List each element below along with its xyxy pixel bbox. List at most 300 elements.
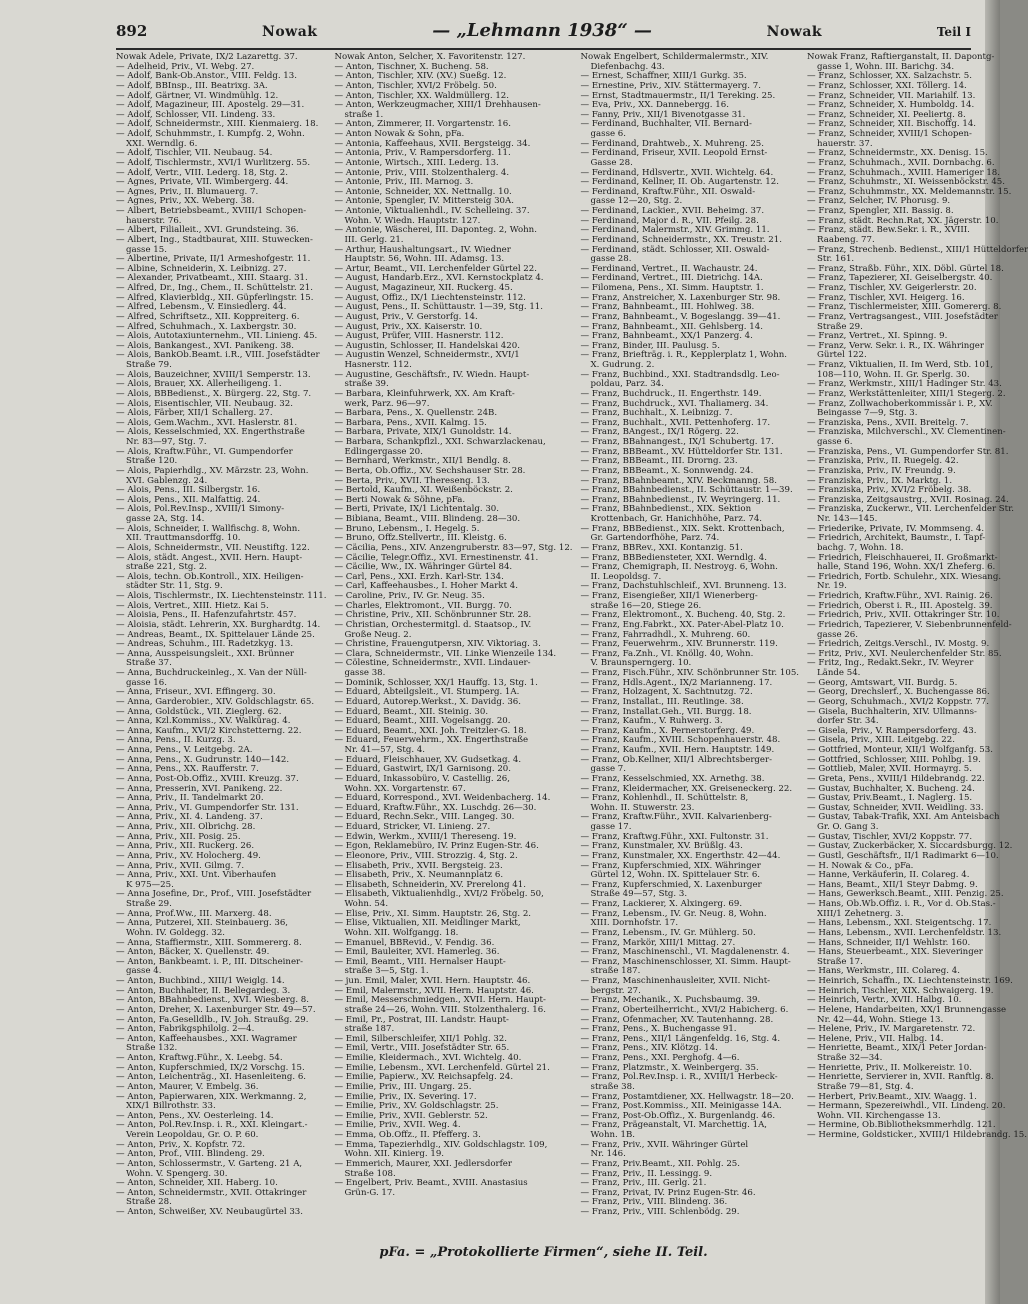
directory-entry-line: — Franz, Werkstättenleiter, XIII/1 Stegerg. 2. — [807, 388, 1006, 399]
directory-entry-line: — Franz, BBBeamt., X. Sonnwendg. 24. — [580, 465, 754, 476]
directory-entry-line: — Franziska, Priv., XVI/2 Fröbelg. 38. — [807, 485, 972, 496]
directory-entry-line: — Anton, Prof., VIII. Blindeng. 29. — [116, 1149, 265, 1160]
directory-entry-line: Wohn. XII. Wolfgangg. 18. — [344, 927, 459, 938]
directory-entry-line: — Agnes, Private, VII. Wimbergerg. 44. — [116, 177, 289, 188]
directory-entry-line: — Gisela, Buchhalterin, XIV. Ullmanns- — [807, 706, 977, 717]
directory-entry-line: Straße 29. — [126, 899, 172, 909]
directory-entry-line: — Cäcilia, Pens., XIV. Anzengruberstr. 83—97, Stg. 12. — [334, 542, 573, 553]
directory-entry-line: — Franz, Schlosser, XX. Salzachstr. 5. — [807, 71, 972, 82]
directory-entry-line: — Franziska, Pens., XVII. Breitelg. 7. — [807, 417, 969, 428]
left-running-head: Nowak — [262, 24, 318, 40]
directory-entry-line: — Anna, Ausspeisungsleit., XXI. Brünner — [116, 648, 295, 659]
directory-entry-line: — Franz, Platzmstr., X. Weinbergerg. 35. — [580, 1062, 759, 1073]
directory-entry-line: — Franz, Straßb. Führ., XIX. Döbl. Gürtel 18. — [807, 263, 1004, 274]
directory-entry-line: — Berta, Ob.Offiz., XV. Sechshauser Str. 28. — [334, 465, 526, 476]
directory-entry-line: — Elisabeth, Priv., XVII. Bergsteig. 23. — [334, 860, 503, 871]
directory-entry-line: Straße 79. — [126, 360, 172, 370]
directory-entry-line: straße 187. — [590, 966, 641, 977]
directory-entry-line: — Aloisia, städt. Lehrerin, XX. Burghardtg. 14. — [116, 619, 321, 630]
directory-entry-line: — Bruno, Lebensm., I. Hegelg. 5. — [334, 523, 480, 534]
directory-entry-line: — Franz, Holzagent, X. Sachtnutzg. 72. — [580, 687, 753, 698]
directory-entry-line: XXI. Werndlg. 6. — [126, 138, 198, 149]
directory-entry-line: — Albine, Schneiderin, X. Leibnizg. 27. — [116, 263, 287, 274]
directory-entry-line: — Franz, Pens., X. Buchengasse 91. — [580, 1024, 737, 1035]
directory-entry-line: — Franz, Kaufm., V. Ruhwerg. 3. — [580, 716, 723, 727]
directory-entry-line: straße 1. — [344, 109, 384, 120]
directory-entry-line: — Alois, Pens., III. Silbergstr. 16. — [116, 485, 261, 496]
directory-entry-line: — Augustin, Schlosser, II. Handelskai 420. — [334, 340, 520, 351]
directory-entry-line: Nowak Anton, Selcher, X. Favoritenstr. 127. — [334, 52, 526, 62]
directory-entry-line: — Gustl, Geschäftsfr., II/1 Radimarkt 6—10. — [807, 850, 999, 861]
directory-entry-line: — Anna, Kaufm., XVI/2 Kirchstetterng. 22. — [116, 725, 302, 736]
directory-entry-line: — Albert, Filialleit., XVI. Grundsteing. 36. — [116, 225, 299, 236]
directory-entry-line: — Ferdinand, Malermstr., XIV. Grimmg. 11. — [580, 225, 770, 236]
directory-entry-line: — Barbara, Pens., X. Quellenstr. 24B. — [334, 408, 498, 419]
directory-entry-line: — Franziska, Milchverschl., XV. Clementinen- — [807, 427, 1006, 438]
directory-entry-line: — Franz, Bahnbeamt., XII. Gehlsberg. 14. — [580, 321, 763, 332]
directory-entry-line: — Anna, Buchdruckeinleg., X. Van der Nüll- — [116, 668, 307, 678]
directory-entry-line: — Franz, Schuhmach., XVIII. Hameriger 18. — [807, 167, 1000, 178]
directory-entry-line: — Ferdinand, Kraftw.Führ., XII. Oswald- — [580, 186, 756, 197]
directory-entry-line: Straße 132. — [126, 1043, 178, 1054]
directory-entry-line: XIII. Dornhofstr. 17. — [590, 918, 679, 929]
directory-entry-line: — Franz, Tapezierer, XI. Geiselbergstr. 40. — [807, 273, 993, 284]
directory-entry-line: — Alois, städt. Angest., XVII. Hern. Haupt- — [116, 552, 303, 563]
directory-entry-line: — Caroline, Priv., IV. Gr. Neug. 35. — [334, 591, 485, 601]
directory-entry-line: — Emilie, Priv., IX. Severing. 17. — [334, 1091, 477, 1102]
directory-entry-line: — Franz, Schneider, XII. Bischoffg. 14. — [807, 119, 977, 130]
directory-entry-line: — Anton, Werkzeugmacher, XIII/1 Drehhausen- — [334, 100, 541, 111]
directory-entry-line: — Eduard, Stricker, VI. Linieng. 27. — [334, 822, 491, 832]
page-number: 892 — [116, 22, 148, 40]
directory-entry-line: — Emanuel, BBRevid., V. Fendig. 36. — [334, 937, 495, 948]
directory-entry-line: — Franz, Kohlenhdl., II. Schüttelstr. 8, — [580, 793, 749, 804]
directory-entry-line: — Engelbert, Priv. Beamt., XVIII. Anastasius — [334, 1178, 528, 1189]
directory-entry-line: — Elise, Priv., XI. Simm. Hauptstr. 26, Stg. 2. — [334, 908, 532, 919]
directory-entry-line: — Franz, BBBediensteter, XXI. Werndlg. 4. — [580, 552, 767, 563]
right-running-head: Nowak — [766, 24, 823, 40]
directory-entry-line: Krottenbach, Gr. Hanichhöhe, Parz. 74. — [590, 514, 763, 524]
directory-entry-line: — Franz, Pens., XIV. Klötzg. 14. — [580, 1043, 718, 1054]
directory-entry-line: — Franz, Maschinenschl., VI. Magdalenenstr. 4. — [580, 947, 790, 958]
directory-entry-line: — Anton, BBahnbedienst., XVI. Wiesberg. 8. — [116, 995, 309, 1006]
directory-entry-line: gasse 17. — [590, 822, 632, 832]
directory-entry-line: — Hans, Lebensm., XXI. Steigentschg. 17. — [807, 918, 992, 929]
directory-entry-line: Gürtel 12, Wohn. IX. Spittelauer Str. 6. — [590, 870, 761, 881]
directory-entry-line: — Emil, Malermstr., XVII. Hern. Hauptstr. 46. — [334, 985, 534, 996]
directory-entry-line: — Franz, städt. Bew.Sekr. i. R., XVIII. — [807, 225, 970, 236]
directory-entry-line: — Alois, Brauer, XX. Allerheiligeng. 1. — [116, 379, 282, 390]
directory-entry-line: — Franz, BBahnangest., IX/1 Schubertg. 17. — [580, 437, 774, 447]
directory-entry-line: Wohn. 1B. — [590, 1130, 636, 1140]
directory-entry-line: — Eduard, Gastwirt, IX/1 Garnisong. 20. — [334, 764, 511, 775]
directory-entry-line: Diefenbachg. 43. — [590, 61, 665, 72]
directory-entry-line: — Franz, Lackierer, X. Alxingerg. 69. — [580, 899, 743, 909]
directory-entry-line: — Alois, Pens., XII. Malfattig. 24. — [116, 494, 261, 505]
directory-entry-line: — Franz, Eisengießer, XII/1 Wienerberg- — [580, 591, 758, 601]
directory-entry-line: — Alois, BBBedienst., X. Bürgerg. 22, Stg. 7. — [116, 388, 312, 399]
directory-entry-line: — Ferdinand, Major d. R., VII. Pfeilg. 28. — [580, 215, 759, 226]
directory-entry-line: — Heinrich, Tischler, XIX. Schwaigerg. 19. — [807, 985, 994, 996]
directory-entry-line: — Anna Josefine, Dr., Prof., VIII. Josefstädter — [116, 889, 312, 900]
directory-entry-line: — Friedrich, Priv., XVII. Ottakringer Str. 10. — [807, 610, 1000, 621]
directory-entry-line: — Antonie, Spengler, IV. Mittersteig 30A. — [334, 196, 514, 207]
directory-entry-line: — Franz, BBBedienst., XIX. Sekt. Krottenbach, — [580, 523, 785, 534]
directory-entry-line: — Augustin Wenzel, Schneidermstr., XVI/1 — [334, 350, 520, 361]
directory-entry-line: — Barbara, Pens., XVII. Kalmg. 15. — [334, 417, 487, 428]
directory-entry-line: — Ferdinand, Buchhalter, VII. Bernard- — [580, 119, 752, 130]
directory-entry-line: — Adolf, BBInsp., III. Beatrixg. 3A. — [116, 80, 268, 91]
directory-entry-line: — Eduard, Korrespond., XVI. Weidenbacherg. 14. — [334, 793, 551, 804]
column-2 — [334, 53, 572, 1239]
directory-entry-line: — Alois, Papierhdlg., XV. Märzstr. 23, Wohn. — [116, 465, 309, 476]
directory-entry-line: — Eduard, Kraftw.Führ., XX. Luschdg. 26—30. — [334, 802, 537, 813]
directory-entry-line: gasse 7. — [590, 764, 626, 775]
directory-entry-line: — Franz, Bahnbeamt., III. Hohlweg. 38. — [580, 302, 755, 313]
directory-entry-line: — August, Priv., V. Gerstorfg. 14. — [334, 311, 478, 322]
directory-entry-line: — Fritz, Priv., XVI. Neulerchenfelder Str. 85. — [807, 648, 1002, 659]
directory-entry-line: — Emilie, Priv., III. Ungarg. 25. — [334, 1081, 472, 1092]
directory-entry-line: — Arthur, Haushaltungsart., IV. Wiedner — [334, 244, 511, 255]
directory-entry-line: — Franz, BBahnbeamt., XIV. Beckmanng. 58. — [580, 475, 777, 486]
directory-entry-line: — H. Nowak & Co., pFa. — [807, 860, 914, 871]
directory-entry-line: — August, Offiz., IX/1 Liechtensteinstr. 112. — [334, 292, 526, 303]
directory-entry-line: — Adolf, Vertr., VIII. Lederg. 18, Stg. 2. — [116, 167, 288, 178]
directory-entry-line: — Anna, Pens., V. Leitgebg. 2A. — [116, 745, 253, 755]
directory-entry-line: — Anton, Tischner, X. Bucheng. 58. — [334, 61, 489, 72]
directory-entry-line: — Anton, Tischler, XX. Waldmüllerg. 12. — [334, 90, 509, 101]
directory-entry-line: Wohn. VII. Kirchengasse 13. — [817, 1110, 941, 1121]
directory-entry-line: — Franz, Schneider, VII. Mariahilf. 13. — [807, 90, 976, 101]
directory-entry-line: — Anna, Kzl.Kommiss., XV. Walkürag. 4. — [116, 716, 291, 727]
directory-entry-line: halle, Stand 196, Wohn. XX/1 Zheferg. 6. — [817, 562, 996, 573]
directory-entry-line: — Franz, Kaufm., X. Pernerstorferg. 49. — [580, 725, 755, 736]
directory-entry-line: — Antonia, Priv., V. Rampersdorferg. 11. — [334, 148, 511, 159]
directory-entry-line: — Fanny, Priv., XII/1 Bivenotgasse 31. — [580, 109, 746, 120]
directory-entry-line: — Anton, Dreher, X. Laxenburger Str. 49—57. — [116, 1004, 316, 1015]
directory-entry-line: — Adolf, Gärtner, VI. Windmühlg. 12. — [116, 90, 279, 101]
directory-entry-line: — Franz, Post.Kommiss., XII. Meinigasse 14A. — [580, 1101, 782, 1112]
directory-entry-line: — Georg, Drechslerf., X. Buchengasse 86. — [807, 687, 990, 698]
directory-entry-line: — Emilie, Priv., XVII. Weg. 4. — [334, 1120, 461, 1131]
directory-entry-line: — Franz, Kraftw.Führ., XVII. Kalvarienberg- — [580, 812, 772, 823]
directory-entry-line: — Adolf, Tischlermstr., XVI/1 Wurlitzerg. 55. — [116, 157, 311, 168]
directory-entry-line: — Ferdinand, Vertret., II. Wachaustr. 24. — [580, 263, 758, 274]
directory-entry-line: — Franz, Kupferschmied, X. Laxenburger — [580, 879, 762, 890]
directory-entry-line: — Emma, Tapezierhdlg., XIV. Goldschlagstr. 109, — [334, 1139, 548, 1150]
directory-entry-line: Straße 120. — [126, 456, 178, 467]
directory-entry-line: Wohn. II. Stuwerstr. 23. — [590, 802, 695, 813]
directory-entry-line: Wohn. V. Spengerg. 30. — [126, 1168, 228, 1179]
directory-entry-line: — Franz, Maschinenhausleiter, XVII. Nicht- — [580, 976, 771, 986]
directory-entry-line: — Hanne, Verkäuferin, II. Colareg. 4. — [807, 870, 970, 881]
directory-entry-line: — Georg, Amtswart, VII. Burdg. 5. — [807, 677, 958, 688]
directory-entry-line: — Herbert, Priv.Beamt., XIV. Waagg. 1. — [807, 1091, 977, 1102]
directory-entry-line: — Dominik, Schlosser, XX/1 Hauffg. 13, Stg. 1. — [334, 677, 538, 688]
directory-entry-line: — Gustav, Schneider, XVII. Weidling. 33. — [807, 802, 984, 813]
directory-entry-line: — Hans, Ob.Wb.Offiz. i. R., Vor d. Ob.Stas.- — [807, 899, 996, 909]
directory-entry-line: — Alfred, Schuhmach., X. Laxbergstr. 30. — [116, 321, 297, 332]
directory-entry-line: — Franz, BBBeamt., III. Drorng. 23. — [580, 456, 738, 467]
directory-entry-line: Hauptstr. 56, Wohn. III. Adamsg. 13. — [344, 254, 505, 265]
directory-entry-line: — Emil, Beamt., VIII. Hernalser Haupt- — [334, 956, 506, 967]
directory-entry-line: — Augustine, Geschäftsfr., IV. Wiedn. Haupt- — [334, 369, 530, 380]
directory-entry-line: — Helene, Handarbeiten, XX/1 Brunnengasse — [807, 1004, 1007, 1015]
directory-entry-line: — Gustav, Priv.Beamt., I. Naglerg. 15. — [807, 793, 973, 804]
directory-entry-line: Nr. 83—97, Stg. 7. — [126, 437, 207, 447]
directory-entry-line: — Hans, Beamt., XII/1 Steyr Dabmg. 9. — [807, 879, 978, 890]
directory-entry-line: — Franz, Viktualien, II. Im Werd, Stb. 101, — [807, 360, 994, 370]
directory-entry-line: — Franz, Briefträg. i. R., Kepplerplatz 1, Wohn. — [580, 350, 788, 361]
directory-entry-line: — Anna, Prof.Ww., III. Marxerg. 48. — [116, 908, 272, 919]
directory-entry-line: — Bruno, Offz.Stellvertr., III. Kleistg. 6. — [334, 533, 507, 544]
directory-entry-line: — Greta, Pens., XVIII/1 Hildebrandg. 22. — [807, 773, 985, 784]
directory-entry-line: — Gottfried, Monteur, XII/1 Wolfganfg. 53. — [807, 745, 993, 755]
directory-entry-line: — Franz, Installat.Geh., VII. Burgg. 18. — [580, 706, 752, 717]
directory-entry-line: — Agnes, Priv., XX. Weberg. 38. — [116, 196, 255, 207]
directory-entry-line: Straße 37. — [126, 658, 172, 669]
directory-entry-line: — Franz, Mechanik., X. Puchsbaumg. 39. — [580, 995, 761, 1006]
directory-entry-line: bergstr. 27. — [590, 985, 641, 996]
directory-entry-line: — Hermine, Ob.Bibliotheksmmerhdlg. 121. — [807, 1120, 996, 1131]
directory-entry-line: — Aloisia, Pens., II. Hafenzufahrtstr. 457. — [116, 610, 297, 621]
directory-entry-line: — Anton, Kaffeehausbes., XXI. Wagramer — [116, 1033, 297, 1044]
directory-entry-line: — Franz, Pol.Rev.Insp. i. R., XVIII/1 Herbeck- — [580, 1072, 778, 1083]
directory-entry-line: — Franz, Chemigraph, II. Nestroyg. 6, Wohn. — [580, 562, 778, 573]
directory-entry-line: — Eduard, Fleischhauer, XV. Gudsetkag. 4. — [334, 754, 522, 765]
directory-entry-line: — Franz, Schlosser, XXI. Töllerg. 14. — [807, 80, 967, 91]
directory-entry-line: — August, Prüfer, VIII. Hasnerstr. 112. — [334, 331, 504, 342]
directory-entry-line: dorfer Str. 34. — [817, 716, 879, 727]
directory-entry-line: — Franz, Buchhalt., X. Leibnizg. 7. — [580, 408, 733, 419]
directory-entry-line: — Friedrich, Architekt, Baumstr., I. Tapf- — [807, 533, 986, 544]
directory-entry-line: Grün-G. 17. — [344, 1187, 396, 1198]
directory-entry-line: — Antonie, Viktualienhdl., IV. Schelleing. 37. — [334, 206, 530, 216]
directory-entry-line: — Franz, Kunstmaler, XX. Engerthstr. 42—44. — [580, 850, 781, 861]
directory-entry-line: — Franz, Priv., XVII. Währinger Gürtel — [580, 1139, 749, 1150]
directory-entry-line: — Friedrich, Kraftw.Führ., XVI. Rainig. 26. — [807, 591, 993, 601]
directory-entry-line: Lände 54. — [817, 668, 861, 678]
directory-entry-line: — Franz, Bahnbeamt., XX/1 Panzerg. 4. — [580, 331, 753, 342]
directory-entry-line: — Franz, Schuhmmstr., XX. Meldemannstr. 15. — [807, 186, 1012, 197]
directory-entry-line: — Alois, Kraftw.Führ., VI. Gumpendorfer — [116, 446, 293, 457]
directory-entry-line: — Friedrich, Oberst i. R., III. Apostelg. 39. — [807, 600, 993, 611]
directory-entry-line: — Eduard, Inkassobüro, V. Castellig. 26, — [334, 773, 510, 784]
directory-entry-line: — Anna, Friseur., XVI. Effingerg. 30. — [116, 687, 276, 698]
directory-entry-line: — Anna, Priv., XXI. Unt. Viberhaufen — [116, 870, 277, 881]
directory-entry-line: — Alois, Vertret., XIII. Hietz. Kai 5. — [116, 600, 269, 611]
directory-entry-line: — Franz, Buchdruck., II. Engerthstr. 149. — [580, 388, 762, 399]
directory-entry-line: — Anna, Pens., II. Kurzg. 3. — [116, 735, 236, 746]
directory-entry-line: — Franz, Prägeanstalt, VI. Marchettig. 1A, — [580, 1120, 768, 1131]
directory-entry-line: — Barbara, Private, XIX/1 Gunoldstr. 14. — [334, 427, 512, 438]
directory-entry-line: — Henriette, Priv., II. Molkereistr. 10. — [807, 1062, 972, 1073]
directory-entry-line: — Anton, Schweißer, XV. Neubaugürtel 33. — [116, 1207, 303, 1217]
directory-entry-line: XII. Trauttmansdorffg. 10. — [126, 533, 241, 544]
directory-entry-line: — Ferdinand, Friseur, XVII. Leopold Ernst- — [580, 148, 768, 159]
directory-entry-line: — August, Priv., XX. Kaiserstr. 10. — [334, 321, 483, 332]
directory-entry-line: — Alois, Schneidermstr., VII. Neustiftg. 122. — [116, 542, 310, 553]
directory-entry-line: — Franz, Buchbind., XXI. Stadtrandsdlg. Leo- — [580, 369, 780, 380]
directory-entry-line: — Franz, Ofenmacher, XV. Tautenhanng. 28. — [580, 1014, 774, 1025]
directory-entry-line: — Andreas, Schuhm., III. Radetzkyg. 13. — [116, 639, 294, 650]
page-header — [116, 20, 971, 42]
directory-entry-line: — Ernest, Schaffner, XIII/1 Gurkg. 35. — [580, 71, 747, 82]
directory-entry-line: Straße 49—57, Stg. 3. — [590, 889, 688, 900]
directory-entry-line: — Christine, Priv., XII. Schönbrunner Str. 28. — [334, 610, 532, 621]
part-label: Teil I — [936, 25, 971, 39]
directory-entry-line: — Anton, Fabrikgsphilolg. 2—4. — [116, 1024, 255, 1035]
directory-entry-line: — Franz, Vertragsangest., VIII. Josefstädter — [807, 311, 998, 322]
directory-entry-line: — Anna, Priv., XI. 4. Landeng. 37. — [116, 812, 263, 823]
directory-entry-line: gasse 6. — [590, 129, 626, 139]
directory-entry-line: gasse 26. — [817, 629, 858, 640]
publication-title: — „Lehmann 1938“ — — [432, 20, 652, 41]
directory-entry-line: — Franz, Anstreicher, X. Laxenburger Str. 98. — [580, 292, 781, 303]
directory-entry-line: — Adolf, Magazineur, III. Apostelg. 29—31. — [116, 100, 305, 111]
header-rule — [116, 48, 971, 50]
column-3 — [581, 53, 800, 1239]
directory-entry-line: gasse 6. — [817, 437, 853, 447]
directory-entry-line: — Franz, Zollwachoberkommissär i. P., XV. — [807, 398, 993, 409]
directory-entry-line: — Anton, Bankbeamt. i. P., III. Ditscheiner- — [116, 956, 304, 967]
directory-entry-line: straße 221, Stg. 2. — [126, 562, 208, 573]
directory-entry-line: 108—110, Wohn. II. Gr. Sperlg. 30. — [817, 369, 970, 380]
directory-entry-line: — Adolf, Schlosser, VII. Lindeng. 33. — [116, 109, 276, 120]
directory-entry-line: — Emilie, Papierw., XV. Reichsapfelg. 24. — [334, 1072, 514, 1083]
directory-entry-line: — Franz, Hdls.Agent., IX/2 Marianneng. 17. — [580, 677, 773, 688]
directory-entry-line: K 975—25. — [126, 879, 174, 890]
directory-entry-line: — Eleonore, Priv., VIII. Strozzig. 4, Stg. 2. — [334, 850, 518, 861]
directory-entry-line: — Franz, Kaufm., XVII. Hern. Hauptstr. 149. — [580, 745, 775, 755]
directory-entry-line: — Anton, Kupferschmied, IX/2 Vorschg. 15. — [116, 1062, 305, 1073]
directory-entry-line: — Adolf, Schneidermstr., XIII. Kienmaierg. 18. — [116, 119, 319, 130]
directory-entry-line: — Anton, Zimmerer, II. Vorgartenstr. 16. — [334, 119, 511, 130]
directory-entry-line: — Anna, Priv., XII. Olbrichg. 28. — [116, 822, 256, 832]
directory-entry-line: — Friedrich, Fleischhauerei, II. Großmarkt- — [807, 552, 998, 563]
directory-entry-line: — Franziska, Priv., II. Ruegelg. 42. — [807, 456, 959, 467]
directory-entry-line: — Anton, Papierwaren, XIX. Werkmanng. 2, — [116, 1091, 307, 1102]
directory-entry-line: Beingasse 7—9, Stg. 3. — [817, 408, 918, 419]
directory-entry-line: — Franz, Eng.Fabrkt., XX. Pater-Abel-Platz 10. — [580, 619, 784, 630]
directory-entry-line: — Adolf, Bank-Ob.Anstor., VIII. Feldg. 13. — [116, 71, 297, 82]
directory-entry-line: — Eduard, Rechn.Sekr., VIII. Langeg. 30. — [334, 812, 515, 823]
directory-entry-line: Nr. 143—145. — [817, 514, 878, 524]
directory-entry-line: gasse 1, Wohn. III. Barichg. 34. — [817, 61, 955, 72]
directory-entry-line: — Christine, Frauengutpersn, XIV. Viktoriag. 3. — [334, 639, 541, 650]
directory-entry-line: — Franziska, Priv., IX. Marktg. 1. — [807, 475, 953, 486]
directory-entry-line: — Anna, Presserin, XVI. Panikeng. 22. — [116, 783, 283, 794]
directory-entry-line: straße 38. — [590, 1081, 635, 1092]
directory-entry-line: — Franz, Kupferschmied, XIX. Währinger — [580, 860, 761, 871]
directory-entry-line: — Franz, Lebensm., IV. Gr. Neug. 8, Wohn. — [580, 908, 767, 919]
directory-entry-line: — Barbara, Schankpflzl., XXI. Schwarzlackenau, — [334, 437, 546, 447]
directory-entry-line: — Eduard, Beamt., XII. Steinig. 30. — [334, 706, 489, 717]
directory-entry-line: — Eduard, Abteilgsleit., VI. Stumperg. 1A. — [334, 687, 520, 698]
directory-entry-line: — Bibiana, Beamt., VIII. Blindeng. 28—30. — [334, 514, 521, 524]
directory-entry-line: Nr. 42—44, Wohn. Stiege 13. — [817, 1014, 944, 1025]
directory-entry-line: — Andreas, Beamt., IX. Spittelauer Lände 25. — [116, 629, 315, 640]
directory-entry-line: — Franz, Schneidermstr., XX. Denisg. 15. — [807, 148, 988, 159]
directory-entry-line: — Antonie, Priv., VIII. Stolzenthalerg. 4. — [334, 167, 510, 178]
directory-entry-line: — Elise, Viktualien, XII. Meidlinger Markt, — [334, 918, 521, 929]
directory-entry-line: XIX/1 Billrothstr. 33. — [126, 1101, 216, 1112]
directory-entry-line: — Hans, Werkmstr., III. Colareg. 4. — [807, 966, 960, 977]
entry-columns — [116, 52, 1028, 1239]
directory-entry-line: Straße 17. — [817, 956, 863, 967]
directory-entry-line: — Albertine, Private, II/1 Armeshofgestr. 11. — [116, 254, 311, 265]
directory-entry-line: — Anton, Pol.Rev.Insp. i. R., XXI. Kleingart.- — [116, 1120, 308, 1131]
directory-entry-line: — Anna, Garderobier., XIV. Goldschlagstr. 65. — [116, 696, 315, 707]
directory-entry-line: — August, Handarb.Erz., XVI. Kernstockplatz 4. — [334, 273, 544, 284]
directory-entry-line: — Antonie, Schneider, XX. Nettnallg. 10. — [334, 186, 512, 197]
directory-entry-line: — Egon, Reklamebüro, IV. Prinz Eugen-Str. 46. — [334, 841, 539, 852]
directory-entry-line: — Anton, Bäcker, X. Quellenstr. 49. — [116, 947, 270, 958]
directory-entry-line: — Edwin, Werkm., XVIII/1 Thereseng. 19. — [334, 831, 517, 842]
directory-entry-line: — Clara, Schneidermstr., VII. Linke Wienzeile 134. — [334, 648, 557, 659]
directory-entry-line: — Franz, Selcher, IV. Phorusg. 9. — [807, 196, 951, 207]
directory-entry-line: Straße 79—81, Stg. 4. — [817, 1081, 914, 1092]
directory-entry-line: — Adolf, Tischler, VII. Neubaug. 54. — [116, 148, 273, 159]
directory-entry-line: Nowak Franz, Raftierganstalt, II. Dapontg- — [807, 52, 995, 62]
directory-entry-line: — Hermann, Spezereiwhdl., VII. Lindeng. 20. — [807, 1101, 1006, 1112]
directory-entry-line: — Alois, BankOb.Beamt. i.R., VIII. Josefstädter — [116, 350, 320, 361]
directory-entry-line: — Gottfried, Schlosser, XIII. Pohlbg. 19. — [807, 754, 981, 765]
directory-entry-line: — Franz, BBahnbedienst., II. Schüttaustr. 1—39. — [580, 485, 793, 496]
directory-entry-line: — Franz, Privat, IV. Prinz Eugen-Str. 46. — [580, 1187, 756, 1198]
directory-entry-line: — Franz, Maschinenschlosser, XI. Simm. Haupt- — [580, 956, 791, 967]
directory-entry-line: — Antonia, Kaffeehaus, XVII. Bergsteigg. 34. — [334, 138, 531, 149]
directory-entry-line: — Franz, Schuhmstr., XI. Weissenböckstr. 45. — [807, 177, 1006, 188]
directory-entry-line: — Alfred, Dr., Ing., Chem., II. Schüttelstr. 21. — [116, 283, 313, 293]
directory-entry-line: straße 16—20, Stiege 26. — [590, 600, 702, 611]
directory-entry-line: — Bertold, Kaufm., XI. Weißenböckstr. 2. — [334, 485, 513, 496]
directory-entry-line: — Heinrich, Schaffn., IX. Liechtensteinstr. 169. — [807, 976, 1013, 986]
directory-entry-line: Gasse 28. — [590, 157, 633, 168]
column-1 — [116, 53, 326, 1239]
directory-entry-line: — Anton, Priv., X. Kopfstr. 72. — [116, 1139, 246, 1150]
directory-entry-line: — Anna, Priv., II. Tandelmarkt 20. — [116, 793, 264, 804]
directory-entry-line: — Anna, Goldstück., VII. Zieglerg. 62. — [116, 706, 282, 717]
directory-entry-line: Nowak Engelbert, Schildermalermstr., XIV. — [580, 52, 769, 62]
directory-entry-line: — Christian, Orchestermitgl. d. Staatsop., IV. — [334, 619, 532, 630]
directory-entry-line: — Cäcilie, Telegr.Offiz., XVI. Ernestinenstr. 41. — [334, 552, 539, 563]
column-4 — [807, 53, 1028, 1239]
directory-entry-line: — Adolf, Schuhmmstr., I. Kumpfg. 2, Wohn. — [116, 129, 305, 139]
directory-entry-line: Str. 161. — [817, 254, 855, 265]
directory-entry-line: Nr. 146. — [590, 1149, 626, 1160]
directory-entry-line: — Ferdinand, Kellner, II. Ob. Augartenstr. 12. — [580, 177, 779, 188]
directory-entry-line: — Anton, Schneider, XII. Haberg. 10. — [116, 1178, 278, 1189]
directory-entry-line: — Anton, Schlossermstr., V. Garteng. 21 A, — [116, 1158, 303, 1169]
directory-entry-line: — Hans, Steuerbeamt., XIX. Sieveringer — [807, 947, 983, 958]
directory-entry-line: poldau, Parz. 34. — [590, 379, 664, 390]
directory-entry-line: — Cäcilie, Ww., IX. Währinger Gürtel 84. — [334, 562, 513, 573]
directory-entry-line: — Franz, Vertret., XI. Spinng. 9. — [807, 331, 948, 342]
directory-entry-line: — Hans, Lebensm., XVII. Lerchenfeldstr. 13. — [807, 927, 1002, 938]
directory-entry-line: — Elisabeth, Viktualienhdlg., XVI/2 Fröbelg. 50, — [334, 889, 544, 900]
directory-entry-line: — Hermine, Goldsticker., XVIII/1 Hildebrandg. 15. — [807, 1130, 1027, 1140]
directory-entry-line: — Emmerich, Maurer, XXI. Jedlersdorfer — [334, 1158, 513, 1169]
directory-entry-line: — Franz, Strechenb. Bedienst., XIII/1 Hütteldorfer — [807, 244, 1028, 255]
directory-entry-line: — Emil, Pr., Postrat, III. Landstr. Haupt- — [334, 1014, 509, 1025]
directory-entry-line: — Anton, Buchhalter, II. Bellegardeg. 3. — [116, 985, 291, 996]
directory-entry-line: gasse 28. — [590, 254, 632, 265]
directory-entry-line: — Georg, Schuhmach., XVI/2 Koppstr. 77. — [807, 696, 990, 707]
directory-entry-line: — Friedrich, Fortb. Schulehr., XIX. Wiesang. — [807, 571, 1002, 582]
directory-entry-line: — Franz, BBBeamt., XV. Hütteldorfer Str. 131. — [580, 446, 783, 457]
directory-entry-line: — Franz, BBRev., XXI. Kontanzig. 51. — [580, 542, 743, 553]
